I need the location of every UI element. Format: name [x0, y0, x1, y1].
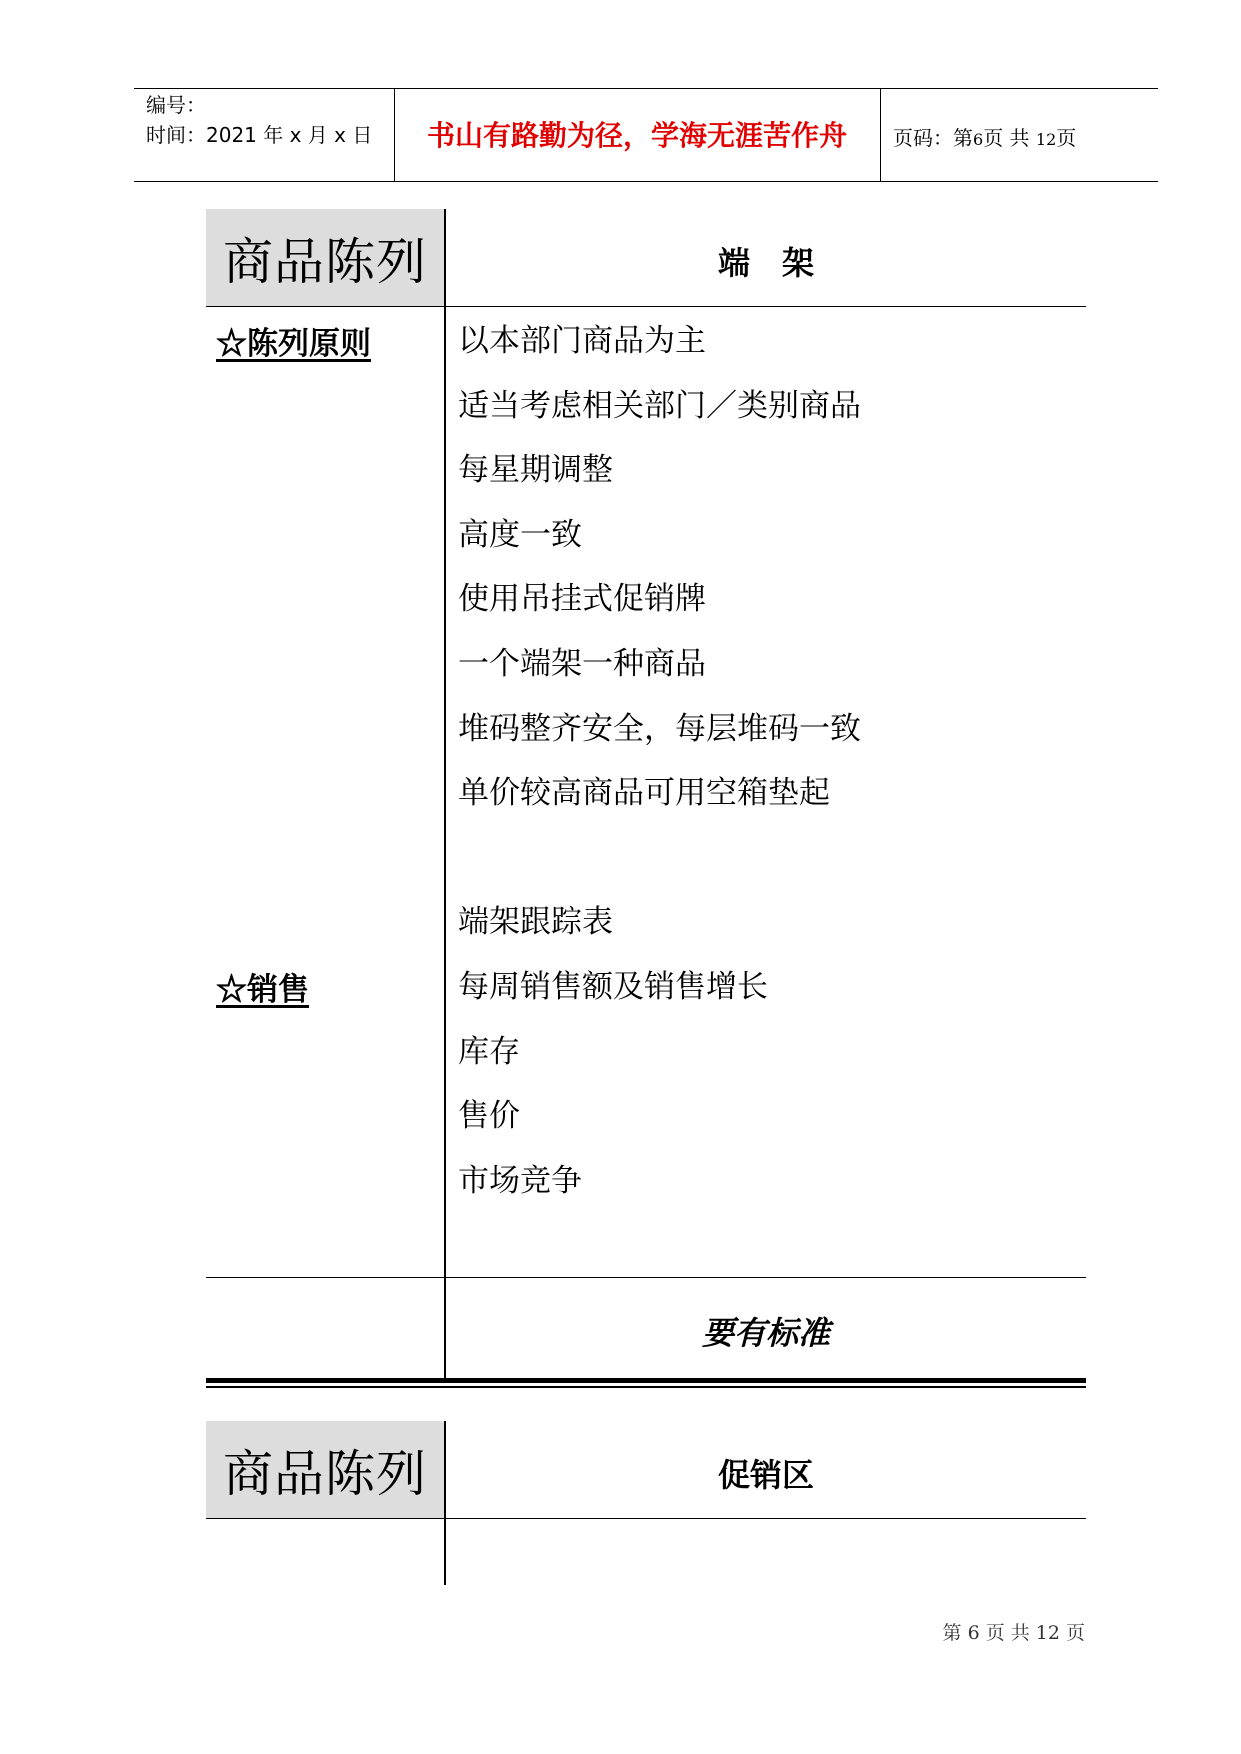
- list-item: 一个端架一种商品: [458, 645, 706, 682]
- page-total: 12: [1035, 130, 1057, 149]
- header-top-rule: [134, 88, 1158, 89]
- table2-heading: 促销区: [717, 1456, 814, 1494]
- list-item: 售价: [458, 1098, 520, 1135]
- list-item: 市场竞争: [458, 1162, 582, 1199]
- page-current: 6: [973, 130, 984, 149]
- label-display-principles: ☆陈列原则: [216, 326, 371, 362]
- table1-bottom-thin-rule: [206, 1386, 1086, 1388]
- table1-item-list: [458, 316, 861, 1220]
- list-item: 每周销售额及销售增长: [458, 968, 768, 1005]
- label-sales: ☆销售: [216, 972, 309, 1008]
- table1-heading: 端 架: [717, 244, 814, 282]
- list-item: 堆码整齐安全，每层堆码一致: [458, 710, 861, 747]
- list-item: 单价较高商品可用空箱垫起: [458, 775, 830, 812]
- header-bottom-rule: [134, 181, 1158, 182]
- page-prefix: 页码：第: [893, 126, 973, 150]
- list-item: 每星期调整: [458, 452, 613, 489]
- list-item: 适当考虑相关部门／类别商品: [458, 387, 861, 424]
- table1-column-divider: [444, 209, 446, 1383]
- list-item: 库存: [458, 1033, 520, 1070]
- list-item: 高度一致: [458, 516, 582, 553]
- table1-title: 商品陈列: [206, 209, 444, 307]
- page-footer: 第 6 页 共 12 页: [942, 1622, 1085, 1644]
- header-info: [146, 90, 372, 150]
- table2-column-divider: [444, 1421, 446, 1585]
- table2-title: 商品陈列: [206, 1421, 444, 1519]
- list-item: 端架跟踪表: [458, 904, 613, 941]
- list-item: 以本部门商品为主: [458, 323, 706, 359]
- table1-header-rule: [206, 306, 1086, 307]
- page-suffix: 页: [1056, 126, 1077, 150]
- list-spacer: [458, 833, 861, 898]
- table1-bottom-thick-rule: [206, 1378, 1086, 1383]
- table1-standard-note: 要有标准: [701, 1314, 830, 1352]
- header-number: 编号：: [146, 93, 206, 117]
- header-time: 时间：2021 年 x 月 x 日: [146, 123, 373, 147]
- header-page-number: [893, 122, 1076, 151]
- header-motto: 书山有路勤为径，学海无涯苦作舟: [426, 119, 847, 152]
- page-middle: 页 共: [983, 126, 1030, 150]
- list-item: 使用吊挂式促销牌: [458, 581, 706, 618]
- table2-header-rule: [206, 1518, 1086, 1519]
- table1-footer-rule: [206, 1277, 1086, 1278]
- header-divider-right: [880, 89, 881, 181]
